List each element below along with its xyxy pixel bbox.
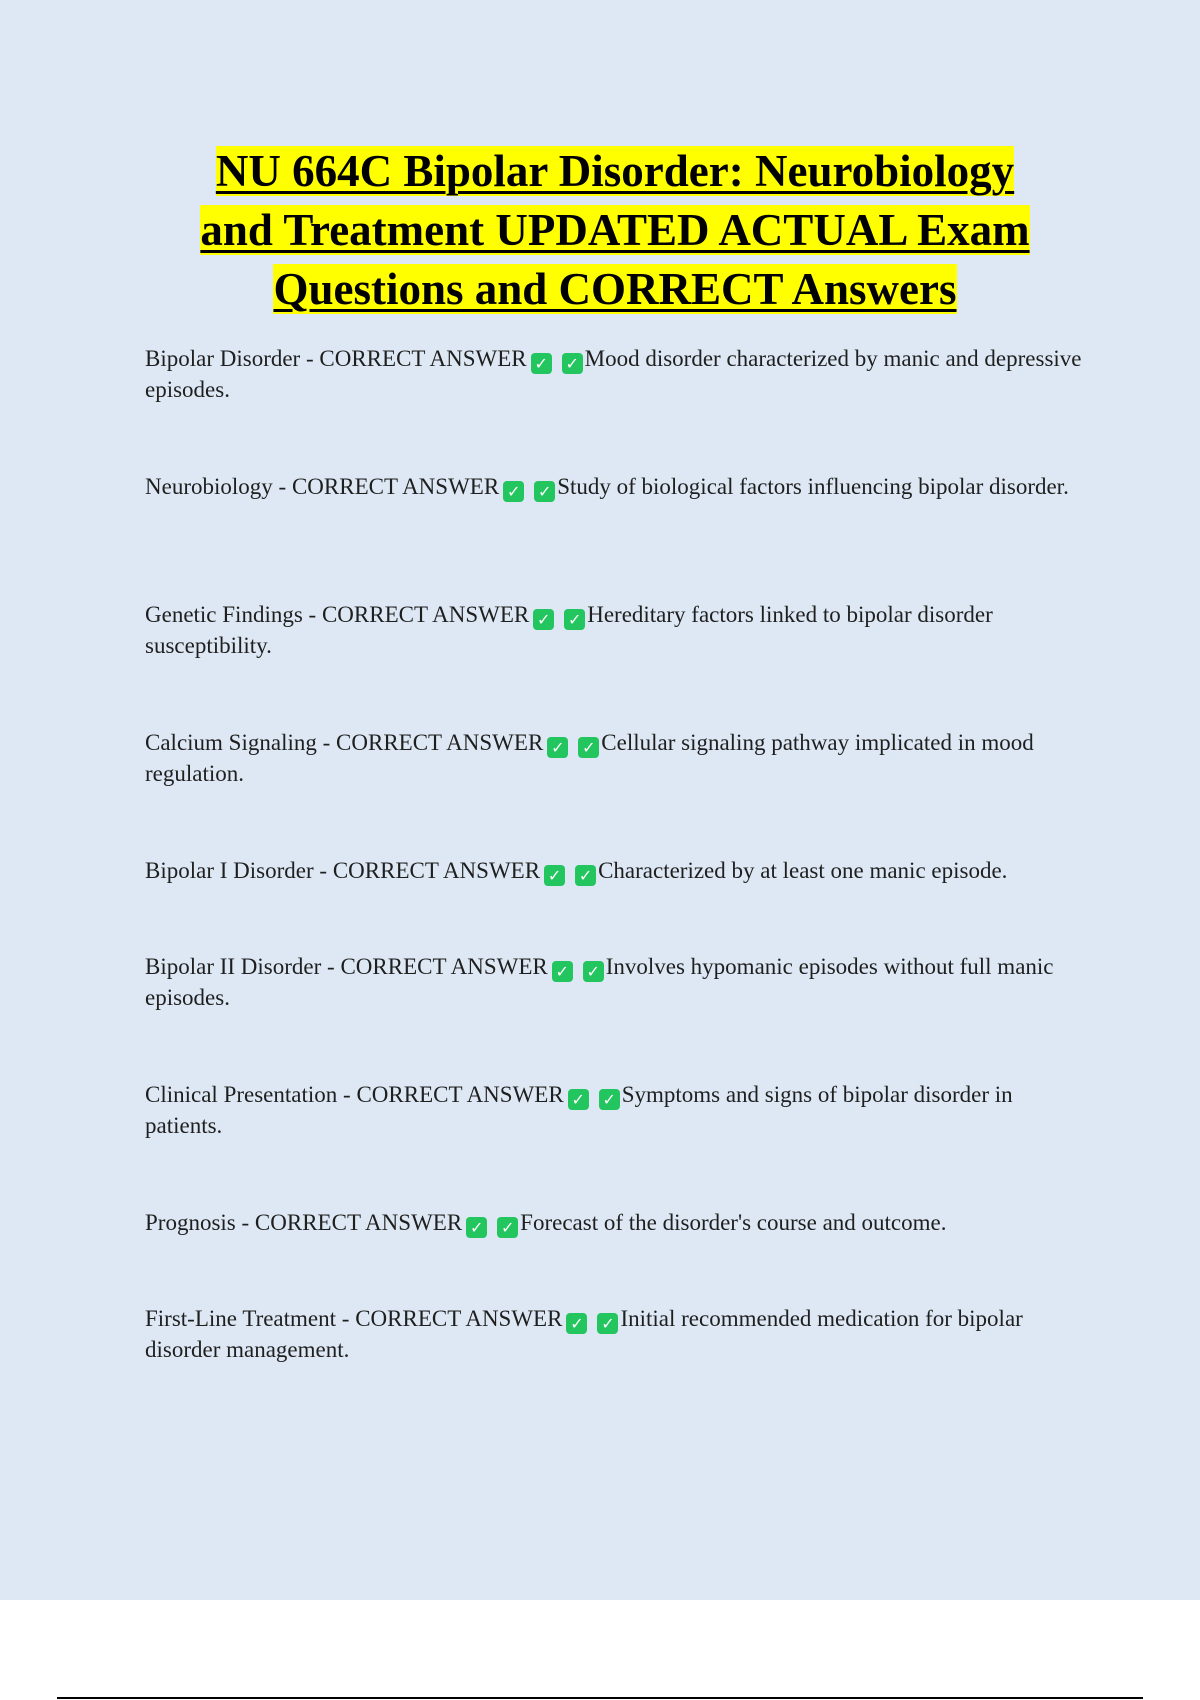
separator: - (321, 954, 341, 979)
qa-list (145, 343, 1095, 1431)
entry-definition: Characterized by at least one manic episode. (598, 858, 1008, 883)
answer-marker: CORRECT ANSWER (319, 346, 527, 371)
qa-entry (145, 855, 1095, 951)
entry-definition: Study of biological factors influencing bipolar disorder. (557, 474, 1069, 499)
entry-definition: Initial recommended medication for bipolar disorder management. (145, 1306, 1023, 1362)
answer-marker: CORRECT ANSWER (340, 954, 548, 979)
entry-definition: Hereditary factors linked to bipolar disorder susceptibility. (145, 602, 993, 658)
qa-entry (145, 343, 1095, 471)
check-box-icon: ✓ (544, 865, 565, 886)
document-title (100, 142, 1130, 319)
entry-term: Bipolar II Disorder (145, 954, 322, 979)
qa-entry (145, 471, 1095, 599)
entry-term: Clinical Presentation (145, 1082, 338, 1107)
entry-term: Prognosis (145, 1210, 236, 1235)
qa-entry (145, 1303, 1095, 1431)
separator: - (272, 474, 292, 499)
entry-term: First-Line Treatment (145, 1306, 337, 1331)
answer-marker: CORRECT ANSWER (332, 858, 541, 883)
separator: - (337, 1082, 357, 1107)
title-line: NU 664C Bipolar Disorder: Neurobiology (215, 146, 1015, 196)
qa-entry (145, 727, 1095, 855)
check-box-icon: ✓ (599, 1089, 620, 1110)
separator: - (302, 602, 322, 627)
check-box-icon: ✓ (564, 609, 585, 630)
entry-definition: Symptoms and signs of bipolar disorder in patients. (145, 1082, 1013, 1138)
qa-entry (145, 1207, 1095, 1303)
check-box-icon: ✓ (566, 1313, 587, 1334)
answer-marker: CORRECT ANSWER (355, 1306, 563, 1331)
check-box-icon: ✓ (547, 737, 568, 758)
check-box-icon: ✓ (562, 353, 583, 374)
entry-term: Neurobiology (145, 474, 273, 499)
check-box-icon: ✓ (533, 609, 554, 630)
separator: - (316, 730, 337, 755)
check-box-icon: ✓ (466, 1217, 487, 1238)
check-box-icon: ✓ (583, 961, 604, 982)
entry-term: Bipolar Disorder (145, 346, 301, 371)
check-box-icon: ✓ (597, 1313, 618, 1334)
check-box-icon: ✓ (552, 961, 573, 982)
entry-term: Bipolar I Disorder (145, 858, 314, 883)
check-box-icon: ✓ (503, 481, 524, 502)
check-box-icon: ✓ (575, 865, 596, 886)
qa-entry (145, 1079, 1095, 1207)
separator: - (336, 1306, 356, 1331)
answer-marker: CORRECT ANSWER (254, 1210, 463, 1235)
answer-marker: CORRECT ANSWER (291, 474, 500, 499)
check-box-icon: ✓ (497, 1217, 518, 1238)
entry-definition: Mood disorder characterized by manic and depressive episodes. (145, 346, 1082, 402)
answer-marker: CORRECT ANSWER (336, 730, 544, 755)
separator: - (313, 858, 333, 883)
separator: - (235, 1210, 255, 1235)
answer-marker: CORRECT ANSWER (356, 1082, 564, 1107)
entry-definition: Involves hypomanic episodes without full manic episodes. (145, 954, 1054, 1010)
entry-term: Calcium Signaling (145, 730, 317, 755)
check-box-icon: ✓ (568, 1089, 589, 1110)
entry-definition: Cellular signaling pathway implicated in mood regulation. (145, 730, 1034, 786)
footer-divider (57, 1697, 1143, 1699)
check-box-icon: ✓ (534, 481, 555, 502)
entry-term: Genetic Findings (145, 602, 303, 627)
qa-entry (145, 951, 1095, 1079)
entry-definition: Forecast of the disorder's course and outcome. (520, 1210, 947, 1235)
separator: - (300, 346, 320, 371)
answer-marker: CORRECT ANSWER (321, 602, 530, 627)
qa-entry (145, 599, 1095, 727)
check-box-icon: ✓ (578, 737, 599, 758)
check-box-icon: ✓ (531, 353, 552, 374)
title-line: and Treatment UPDATED ACTUAL Exam (200, 205, 1030, 255)
title-line: Questions and CORRECT Answers (273, 264, 957, 314)
